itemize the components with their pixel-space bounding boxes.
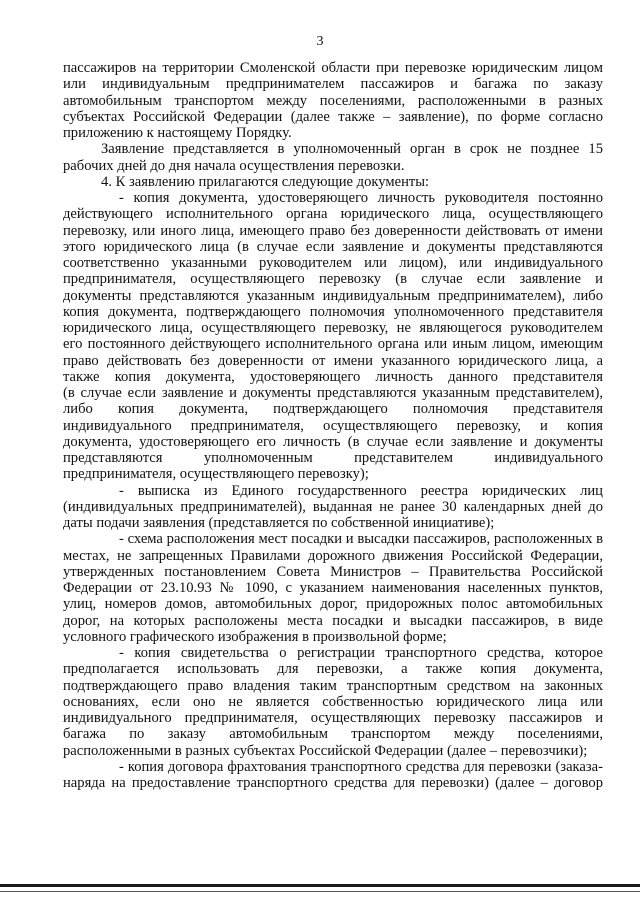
paragraph-p8	[63, 759, 603, 792]
text-line: предполагается использовать для перевозки, а также копия документа,	[63, 661, 603, 678]
text-line: утвержденных постановлением Совета Министров – Правительства Российской	[63, 563, 603, 580]
text-line: документа, удостоверяющего его личность (в случае если заявление и документы	[63, 433, 603, 450]
text-line: юридического лица, осуществляющего перевозку, не являющегося руководителем	[63, 320, 603, 336]
text-line: местах, не запрещенных Правилами дорожного движения Российской Федерации,	[63, 547, 603, 564]
text-line: индивидуального предпринимателя, осуществляющих перевозку пассажиров и	[63, 710, 603, 726]
text-line: даты подачи заявления (представляется по собственной инициативе);	[63, 515, 495, 531]
text-line: либо копия документа, подтверждающего полномочия представителя	[63, 401, 603, 418]
bottom-edge-rule	[0, 884, 640, 887]
text-line: Заявление представляется в уполномоченный орган в срок не позднее 15	[101, 141, 603, 158]
text-line: багажа по заказу автомобильным транспортом между поселениями,	[63, 726, 603, 743]
page-number: 3	[316, 34, 324, 49]
text-line: основаниях, если оно не является собственностью юридического лица или	[63, 693, 603, 710]
text-line: копия документа, подтверждающего полномочия уполномоченного представителя	[63, 303, 603, 320]
text-line: 4. К заявлению прилагаются следующие документы:	[101, 173, 430, 190]
text-line: Федерации от 23.10.93 № 1090, с указанием наименования населенных пунктов,	[63, 580, 603, 596]
text-line: наряда на предоставление транспортного средства для перевозки) (далее – договор	[63, 775, 603, 791]
text-line: дорог, на которых расположены места посадки и высадки пассажиров, в виде	[63, 612, 603, 629]
text-line: пассажиров на территории Смоленской области при перевозке юридическим лицом	[63, 60, 603, 76]
text-line: его постоянного действующего исполнительного органа или иным лицом, имеющим	[63, 336, 603, 353]
paragraph-p4	[63, 190, 603, 483]
paragraph-p3	[63, 174, 603, 190]
text-line: рабочих дней до дня начала осуществления перевозки.	[63, 157, 405, 174]
text-line: - копия документа, удостоверяющего личность руководителя постоянно	[119, 190, 603, 206]
text-line: документы представляются указанным индивидуальным предпринимателем), либо	[63, 287, 603, 304]
text-line: (индивидуальных предпринимателей), выданная не ранее 30 календарных дней до	[63, 498, 603, 515]
text-line: расположенными в разных субъектах Российской Федерации (далее – перевозчики);	[63, 742, 588, 759]
text-line: - копия договора фрахтования транспортного средства для перевозки (заказа-	[119, 758, 603, 775]
bottom-edge-rule-thin	[0, 891, 640, 892]
text-line: этого юридического лица (в случае если заявление и документы представляются	[63, 238, 603, 255]
text-line: улиц, номеров домов, автомобильных дорог, придорожных полос автомобильных	[63, 596, 603, 613]
text-line: автомобильным транспортом между поселениями, расположенными в разных	[63, 92, 603, 109]
text-line: предпринимателя, осуществляющего перевозку);	[63, 466, 369, 483]
paragraph-p2	[63, 141, 603, 174]
paragraph-p7	[63, 645, 603, 759]
paragraph-p1	[63, 60, 603, 141]
text-line: предпринимателя, осуществляющего перевозку (в случае если заявление и	[63, 271, 603, 288]
document-body	[63, 60, 603, 791]
text-line: или индивидуальным предпринимателем пассажиров и багажа по заказу	[63, 76, 603, 93]
text-line: - схема расположения мест посадки и высадки пассажиров, расположенных в	[119, 531, 603, 548]
text-line: (в случае если заявление и документы представляются указанным представителем),	[63, 385, 603, 401]
text-line: представляются уполномоченным представителем индивидуального	[63, 450, 603, 466]
text-line: право действовать без доверенности от имени указанного юридического лица, а	[63, 352, 603, 369]
text-line: приложению к настоящему Порядку.	[63, 125, 292, 141]
paragraph-p6	[63, 531, 603, 645]
text-line: субъектах Российской Федерации (далее также – заявление), по форме согласно	[63, 108, 603, 125]
text-line: индивидуального предпринимателя, осуществляющего перевозку, и копия	[63, 417, 603, 434]
text-line: соответственно указанными руководителем или лицом), или индивидуального	[63, 255, 603, 271]
text-line: перевозку, или иного лица, имеющего право без доверенности действовать от имени	[63, 222, 603, 239]
text-line: также копия документа, удостоверяющего личность данного представителя	[63, 368, 603, 385]
paragraph-p5	[63, 483, 603, 532]
text-line: подтверждающего право владения таким транспортным средством на законных	[63, 677, 603, 694]
text-line: - выписка из Единого государственного реестра юридических лиц	[119, 482, 603, 499]
text-line: действующего исполнительного органа юридического лица, осуществляющего	[63, 206, 603, 223]
text-line: условного графического изображения в произвольной форме;	[63, 628, 447, 645]
text-line: - копия свидетельства о регистрации транспортного средства, которое	[119, 645, 603, 661]
